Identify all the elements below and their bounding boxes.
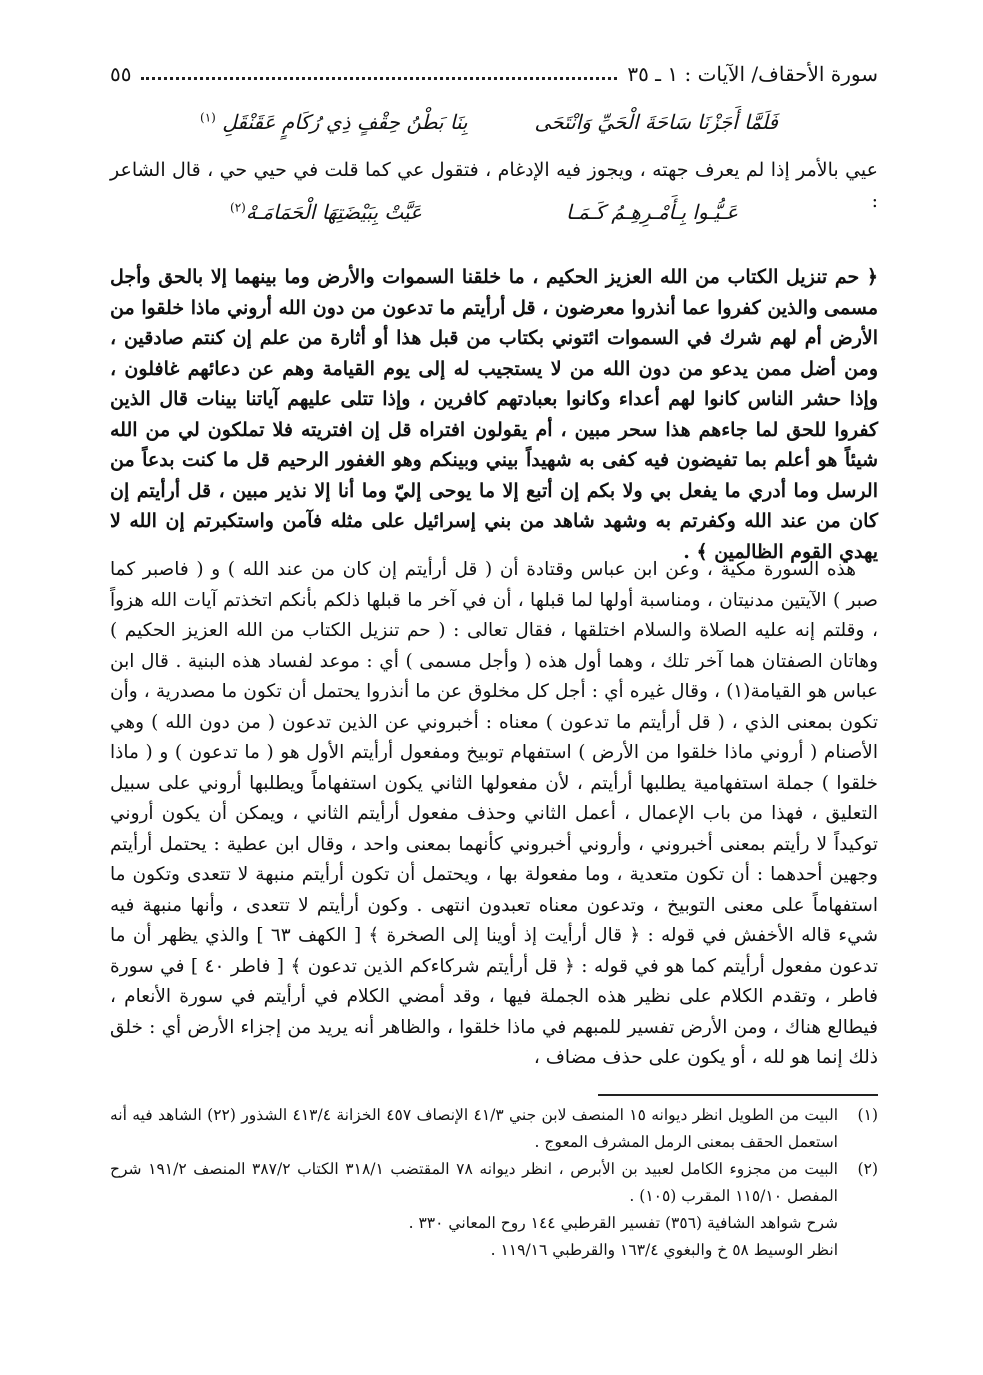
verse-2-second-hemistich: عَيَّتْ بِبَيْضَتِهَا الْحَمَامَـهْ xyxy=(245,200,422,224)
footnote-extra-1: شرح شواهد الشافية (٣٥٦) تفسير القرطبي ١٤٤ روح المعاني ٣٣٠ . xyxy=(408,1214,838,1232)
footnote-2 xyxy=(110,1156,878,1210)
header-dotted-leader xyxy=(141,69,617,80)
tafsir-body-text: هذه السورة مكية ، وعن ابن عباس وقتادة أن ( قل أرأيتم إن كان من عند الله ) و ( فاصبر كما صبر ) الآيتين مدنيتان ، ومناسبة أولها لما قبلها ، أن في آخر ما قبلها ذلكم بأنكم اتخذتم آيات الله هزواً ، وقلتم إنه عليه الصلاة والسلام اختلقها ، فقال تعالى : ( حم تنزيل الكتاب من الله العزيز الحكيم ) وهاتان الصفتان هما آخر تلك ، وهما أول هذه ( وأجل مسمى ) أي : موعد لفساد هذه البنية . قال ابن عباس هو القيامة(١) ، وقال غيره أي : أجل كل مخلوق عن ما أنذروا يحتمل أن تكون ما مصدرية ، وأن تكون بمعنى الذي ، ( قل أرأيتم ما تدعون ) معناه : أخبروني عن الذين تدعون ( من دون الله ) وهي الأصنام ( أروني ماذا خلقوا من الأرض ) استفهام توبيخ ومفعول أرأيتم الأول هو ( ما تدعون ) و ( ماذا خلقوا ) جملة استفهامية يطلبها أرأيتم ، لأن مفعولها الثاني يكون استفهاماً ويطلبها أروني على سبيل التعليق ، فهذا من باب الإعمال ، أعمل الثاني وحذف مفعول أرأيتم الثاني ، ويمكن أن يكون أروني توكيداً لا رأيتم بمعنى أخبروني ، وأروني أخبروني كأنهما بمعنى واحد ، وقال ابن عطية : يحتمل أرأيتم وجهين أحدهما : أن تكون متعدية ، وما مفعولة بها ، ويحتمل أن تكون أرأيتم منبهة لا تتعدى وتكون ما استفهاماً على معنى التوبيخ ، وتدعون معناه تعبدون انتهى . وكون أرأيتم لا تتعدى ، وأنها منبهة فيه شيء قاله الأخفش في قوله : ﴿ قال أرأيت إذ أوينا إلى الصخرة ﴾ [ الكهف ٦٣ ] والذي يظهر أن ما تدعون مفعول أرأيتم كما هو في قوله : ﴿ قل أرأيتم شركاءكم الذين تدعون ﴾ [ فاطر ٤٠ ] في سورة فاطر ، وتقدم الكلام على نظير هذه الجملة فيها ، وقد أمضي الكلام في أرأيتم في سورة الأنعام ، فيطالع هناك ، ومن الأرض تفسير للمبهم في ماذا خلقوا ، والظاهر أنه يريد من إجزاء الأرض أي : خلق ذلك إنما هو لله ، أو يكون على حذف مضاف ، xyxy=(110,559,879,1068)
footnote-extra-2: انظر الوسيط ٥٨ خ والبغوي ١٦٣/٤ والقرطبي ١١٩/١٦ . xyxy=(490,1241,838,1259)
commentary-line: عيي بالأمر إذا لم يعرف جهته ، ويجوز فيه الإدغام ، فتقول عي كما قلت في حيي حي ، قال الشاعر : xyxy=(110,159,878,212)
verse-1-second-hemistich-wrap xyxy=(200,110,468,134)
verse-2-first-hemistich: عَـيُّـوا بِـأَمْـرِهِـمُ كَـمَـا xyxy=(565,200,738,224)
verse-1-second-hemistich: بِنَا بَطْنُ حِقْفٍ ذِي رُكَامٍ عَقَنْقَلِ xyxy=(222,110,468,134)
poetry-verse-1 xyxy=(200,110,778,134)
verse-2-footnote-ref: (٢) xyxy=(230,200,246,215)
footnote-separator xyxy=(598,1094,878,1096)
footnote-2-number: (٢) xyxy=(857,1160,878,1178)
footnotes-section xyxy=(110,1102,878,1264)
verse-1-first-hemistich: فَلَمَّا أَجَزْنَا سَاحَةَ الْحَيِّ وَانْتَحَى xyxy=(534,110,778,134)
verse-1-footnote-ref: (١) xyxy=(200,110,216,125)
page-number: ٥٥ xyxy=(110,62,132,86)
quran-passage: ﴿ حم تنزيل الكتاب من الله العزيز الحكيم ، ما خلقنا السموات والأرض وما بينهما إلا بالحق وأجل مسمى والذين كفروا عما أنذروا معرضون ، قل أرأيتم ما تدعون من دون الله أروني ماذا خلقوا من الأرض أم لهم شرك في السموات ائتوني بكتاب من قبل هذا أو أثارة من علم إن كنتم صادقين ، ومن أضل ممن يدعو من دون الله من لا يستجيب له إلى يوم القيامة وهم عن دعائهم غافلون ، وإذا حشر الناس كانوا لهم أعداء وكانوا بعبادتهم كافرين ، وإذا تتلى عليهم آياتنا بينات قال الذين كفروا للحق لما جاءهم هذا سحر مبين ، أم يقولون افتراه قل إن افتريته فلا تملكون لي من الله شيئاً هو أعلم بما تفيضون فيه كفى به شهيداً بيني وبينكم وهو الغفور الرحيم قل ما كنت بدعاً من الرسل وما أدري ما يفعل بي ولا بكم إن أتبع إلا ما يوحى إليّ وما أنا إلا نذير مبين ، قل أرأيتم إن كان من عند الله وكفرتم به وشهد شاهد من بني إسرائيل على مثله فآمن واستكبرتم إن الله لا يهدي القوم الظالمين ﴾ . xyxy=(110,266,879,563)
footnote-1-number: (١) xyxy=(857,1106,878,1124)
footnote-1-text: البيت من الطويل انظر ديوانه ١٥ المنصف لابن جني ٤١/٣ الإنصاف ٤٥٧ الخزانة ٤١٣/٤ الشذور (٢٢) الشاهد فيه أنه استعمل الحقف بمعنى الرمل المشرف المعوج . xyxy=(110,1106,839,1151)
footnote-1 xyxy=(110,1102,878,1156)
verse-2-second-hemistich-wrap xyxy=(230,200,422,224)
page-header xyxy=(110,60,878,88)
poetry-verse-2 xyxy=(230,200,738,224)
footnote-2-text: البيت من مجزوء الكامل لعبيد بن الأبرص ، انظر ديوانه ٧٨ المقتضب ٣١٨/١ الكتاب ٣٨٧/٢ المنصف ١٩١/٢ شرح المفصل ١١٥/١٠ المقرب (١٠٥) . xyxy=(110,1160,838,1205)
running-title: سورة الأحقاف/ الآيات : ١ ـ ٣٥ xyxy=(627,62,878,86)
